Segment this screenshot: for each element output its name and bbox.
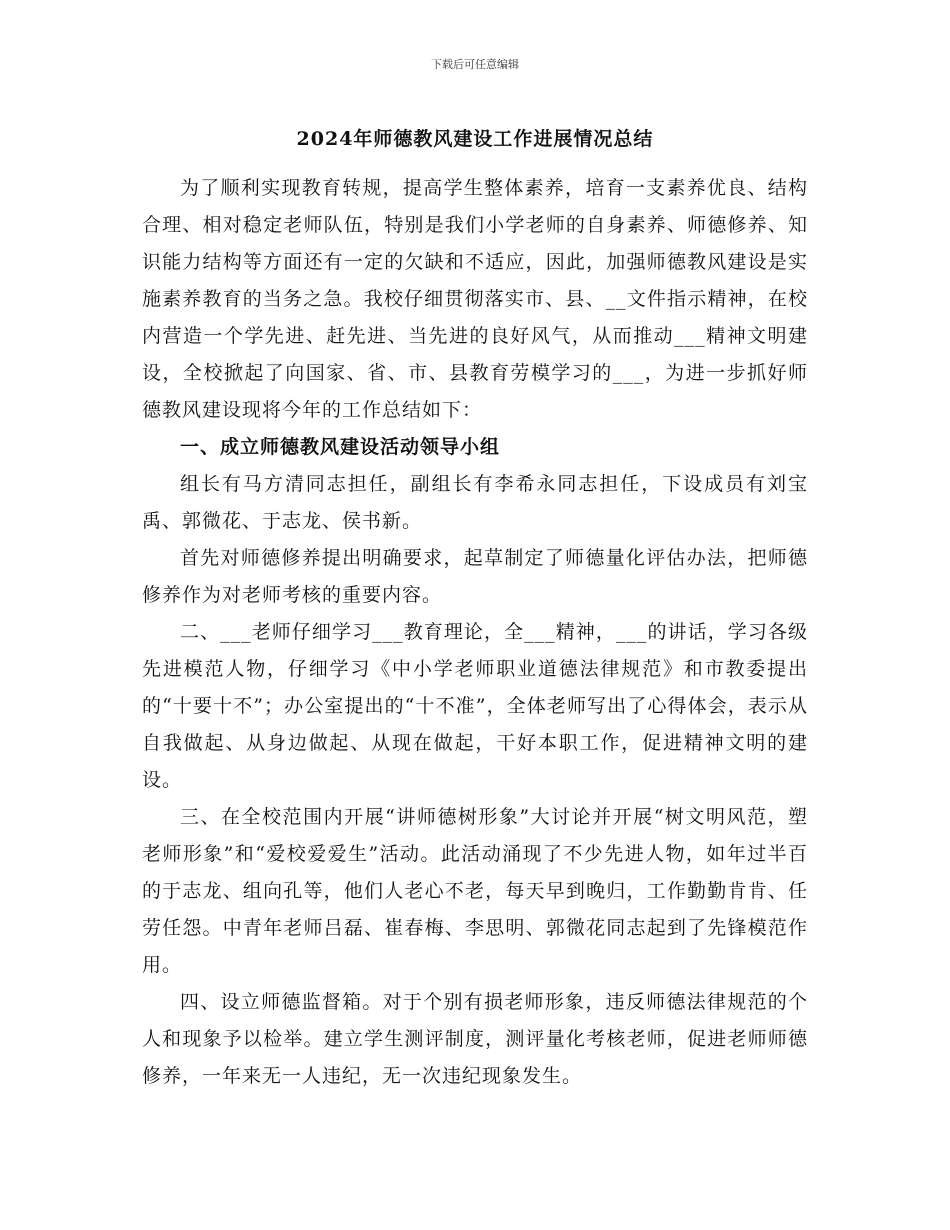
section-4-paragraph: 四、设立师德监督箱。对于个别有损老师形象，违反师德法律规范的个人和现象予以检举。建立学生测评制度，测评量化考核老师，促进老师师德修养，一年来无一人违纪，无一次违纪现象发生。	[142, 991, 808, 1087]
section-2-paragraph: 二、___老师仔细学习___教育理论，全___精神，___的讲话，学习各级先进模范人物，仔细学习《中小学老师职业道德法律规范》和市教委提出的“十要十不”；办公室提出的“十不准”，全体老师写出了心得体会，表示从自我做起、从身边做起、从现在做起，干好本职工作，促进精神文明的建设。	[142, 621, 808, 791]
page-title: 2024年师德教风建设工作进展情况总结	[296, 128, 654, 150]
section-1-paragraph-2: 首先对师德修养提出明确要求，起草制定了师德量化评估办法，把师德修养作为对老师考核的重要内容。	[142, 547, 808, 606]
header-note: 下载后可任意编辑	[431, 58, 519, 71]
section-3-paragraph: 三、在全校范围内开展“讲师德树形象”大讨论并开展“树文明风范，塑老师形象”和“爱校爱爱生”活动。此活动涌现了不少先进人物，如年过半百的于志龙、组向孔等，他们人老心不老，每天早到晚归，工作勤勤肯肯、任劳任怨。中青年老师吕磊、崔春梅、李思明、郭微花同志起到了先锋模范作用。	[142, 806, 808, 976]
document-body	[142, 170, 808, 1095]
section-1-paragraph-1: 组长有马方清同志担任，副组长有李希永同志担任，下设成员有刘宝禹、郭微花、于志龙、侯书新。	[142, 473, 808, 532]
section-1-heading: 一、成立师德教风建设活动领导小组	[180, 436, 501, 458]
intro-paragraph: 为了顺利实现教育转规，提高学生整体素养，培育一支素养优良、结构合理、相对稳定老师队伍，特别是我们小学老师的自身素养、师德修养、知识能力结构等方面还有一定的欠缺和不适应，因此，加强师德教风建设是实施素养教育的当务之急。我校仔细贯彻落实市、县、__文件指示精神，在校内营造一个学先进、赶先进、当先进的良好风气，从而推动___精神文明建设，全校掀起了向国家、省、市、县教育劳模学习的___，为进一步抓好师德教风建设现将今年的工作总结如下：	[142, 177, 808, 421]
